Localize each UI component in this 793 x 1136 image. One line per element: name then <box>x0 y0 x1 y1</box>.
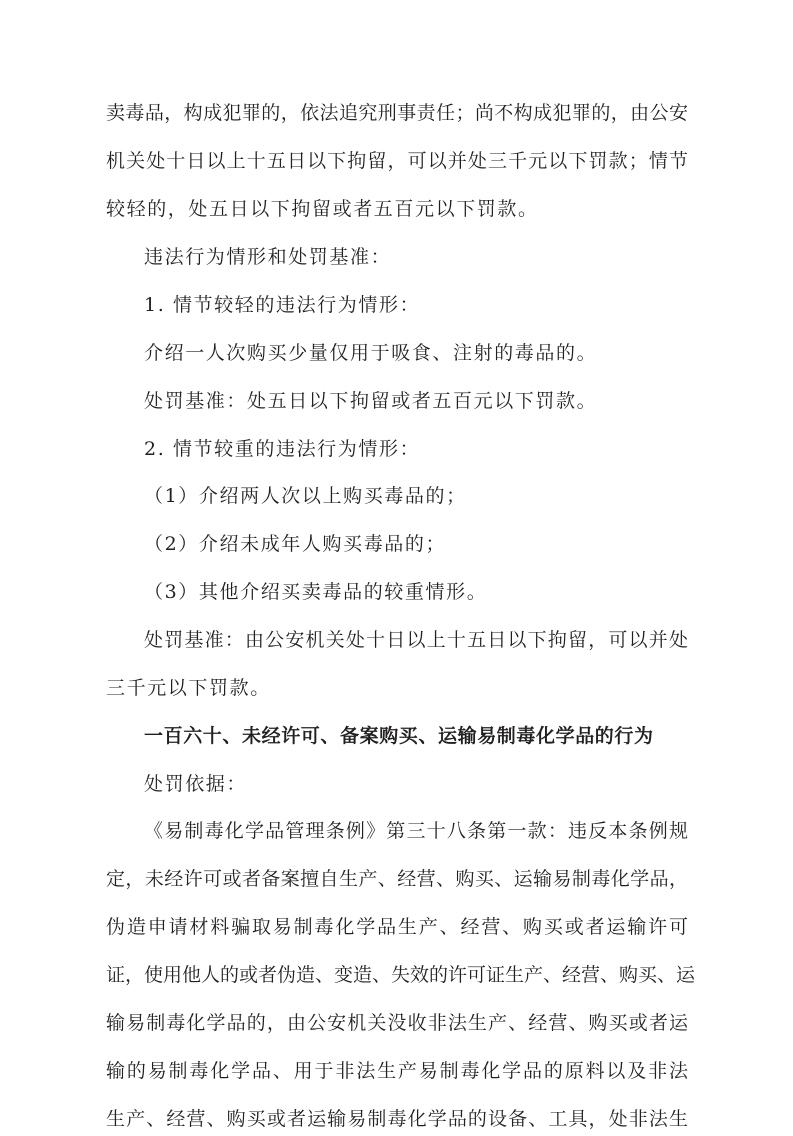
paragraph-line: 输的易制毒化学品、用于非法生产易制毒化学品的原料以及非法 <box>106 1060 688 1082</box>
list-item-heading: 2. 情节较重的违法行为情形： <box>144 438 421 460</box>
section-heading: 一百六十、未经许可、备案购买、运输易制毒化学品的行为 <box>144 725 654 747</box>
paragraph-line: 处罚基准：由公安机关处十日以上十五日以下拘留，可以并处 <box>144 629 688 651</box>
paragraph-line: 卖毒品，构成犯罪的，依法追究刑事责任；尚不构成犯罪的，由公安 <box>106 102 688 124</box>
paragraph-line: 三千元以下罚款。 <box>106 677 271 699</box>
paragraph-line: 定，未经许可或者备案擅自生产、经营、购买、运输易制毒化学品， <box>106 868 688 890</box>
paragraph-line: 介绍一人次购买少量仅用于吸食、注射的毒品的。 <box>144 342 598 364</box>
list-item: （3）其他介绍买卖毒品的较重情形。 <box>144 581 488 603</box>
paragraph-line: 输易制毒化学品的，由公安机关没收非法生产、经营、购买或者运 <box>106 1012 688 1034</box>
section-label: 违法行为情形和处罚基准： <box>144 246 392 268</box>
paragraph-line: 生产、经营、购买或者运输易制毒化学品的设备、工具，处非法生 <box>106 1108 688 1130</box>
paragraph-line: 伪造申请材料骗取易制毒化学品生产、经营、购买或者运输许可 <box>106 916 688 938</box>
paragraph-line: 处罚基准：处五日以下拘留或者五百元以下罚款。 <box>144 390 598 412</box>
paragraph-line: 《易制毒化学品管理条例》第三十八条第一款：违反本条例规 <box>144 820 688 842</box>
list-item: （2）介绍未成年人购买毒品的； <box>144 533 447 555</box>
paragraph-line: 证，使用他人的或者伪造、变造、失效的许可证生产、经营、购买、运 <box>106 964 696 986</box>
list-item: （1）介绍两人次以上购买毒品的； <box>144 485 467 507</box>
paragraph-line: 机关处十日以上十五日以下拘留，可以并处三千元以下罚款；情节 <box>106 150 688 172</box>
list-item-heading: 1. 情节较轻的违法行为情形： <box>144 294 421 316</box>
paragraph-line: 较轻的，处五日以下拘留或者五百元以下罚款。 <box>106 198 539 220</box>
section-label: 处罚依据： <box>144 773 248 795</box>
